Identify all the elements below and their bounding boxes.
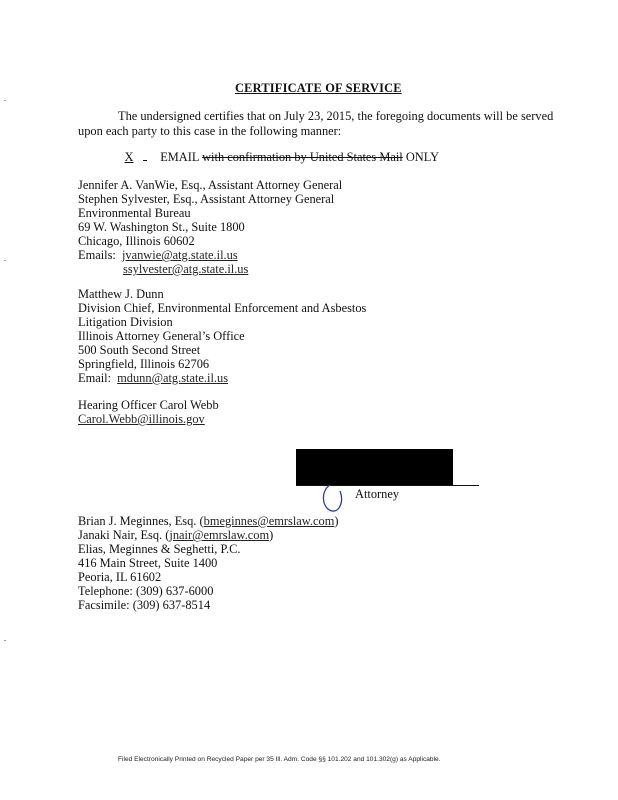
email-link-dunn[interactable]: mdunn@atg.state.il.us xyxy=(117,371,229,385)
recipient-office: Illinois Attorney General’s Office xyxy=(78,329,245,343)
service-method xyxy=(118,150,439,164)
recipient-name-2: Stephen Sylvester, Esq., Assistant Attorney General xyxy=(78,192,335,206)
email-link-vanwie[interactable]: jvanwie@atg.state.il.us xyxy=(121,248,238,262)
sender-firm: Elias, Meginnes & Seghetti, P.C. xyxy=(78,542,241,556)
method-mark: X xyxy=(124,150,134,164)
recipient-name: Matthew J. Dunn xyxy=(78,287,164,301)
signature-role: Attorney xyxy=(355,487,400,501)
recipient-name: Hearing Officer Carol Webb xyxy=(78,398,219,412)
page-footer: Filed Electronically Printed on Recycled Paper per 35 Ill. Adm. Code §§ 101.202 and 101.302(g) as Applicable. xyxy=(118,756,441,763)
scan-mark xyxy=(4,260,6,261)
recipient-title-1: Division Chief, Environmental Enforcement and Asbestos xyxy=(78,301,367,315)
sender-telephone: Telephone: (309) 637-6000 xyxy=(78,584,214,598)
recipient-bureau: Environmental Bureau xyxy=(78,206,191,220)
recipient-block-2 xyxy=(78,287,366,385)
sender-city: Peoria, IL 61602 xyxy=(78,570,162,584)
email-link-nair[interactable]: jnair@emrslaw.com xyxy=(169,528,270,542)
emails-label: Emails: xyxy=(78,248,116,262)
scan-mark xyxy=(4,100,6,101)
intro-line-1: The undersigned certifies that on July 23, 2015, the foregoing documents will be served xyxy=(118,109,554,123)
email-link-webb[interactable]: Carol.Webb@illinois.gov xyxy=(78,412,205,426)
email-link-sylvester[interactable]: ssylvester@atg.state.il.us xyxy=(123,262,249,276)
sender-street: 416 Main Street, Suite 1400 xyxy=(78,556,218,570)
recipient-street: 500 South Second Street xyxy=(78,343,201,357)
intro-line-2: upon each party to this case in the following manner: xyxy=(78,124,342,138)
recipient-name: Jennifer A. VanWie, Esq., Assistant Attorney General xyxy=(78,178,343,192)
sender-name-1: Brian J. Meginnes, Esq. xyxy=(78,514,197,528)
method-struck-text: with confirmation by United States Mail xyxy=(202,150,403,164)
email-link-meginnes[interactable]: bmeginnes@emrslaw.com xyxy=(203,514,335,528)
mark-underline xyxy=(143,150,147,161)
sender-facsimile: Facsimile: (309) 637-8514 xyxy=(78,598,211,612)
signature-stroke xyxy=(314,481,354,515)
recipient-street: 69 W. Washington St., Suite 1800 xyxy=(78,220,245,234)
email-label: Email: xyxy=(78,371,112,385)
sender-block: Brian J. Meginnes, Esq. (bmeginnes@emrslaw.com) Janaki Nair, Esq. (jnair@emrslaw.com) Elias, Meginnes & Seghetti, P.C. 416 Main Street, Suite 1400 Peoria, IL 61602 Telephone: (309) 637-6000 Facsimile: (309) 637-8514 xyxy=(78,514,339,612)
scan-mark xyxy=(4,640,6,641)
method-email-label: EMAIL xyxy=(160,150,199,164)
recipient-block-3 xyxy=(78,398,219,426)
recipient-city: Springfield, Illinois 62706 xyxy=(78,357,210,371)
recipient-block-1 xyxy=(78,178,342,276)
method-suffix: ONLY xyxy=(405,150,440,164)
recipient-title-2: Litigation Division xyxy=(78,315,173,329)
page-title: CERTIFICATE OF SERVICE xyxy=(235,81,402,95)
sender-name-2: Janaki Nair, Esq. xyxy=(78,528,163,542)
recipient-city: Chicago, Illinois 60602 xyxy=(78,234,195,248)
